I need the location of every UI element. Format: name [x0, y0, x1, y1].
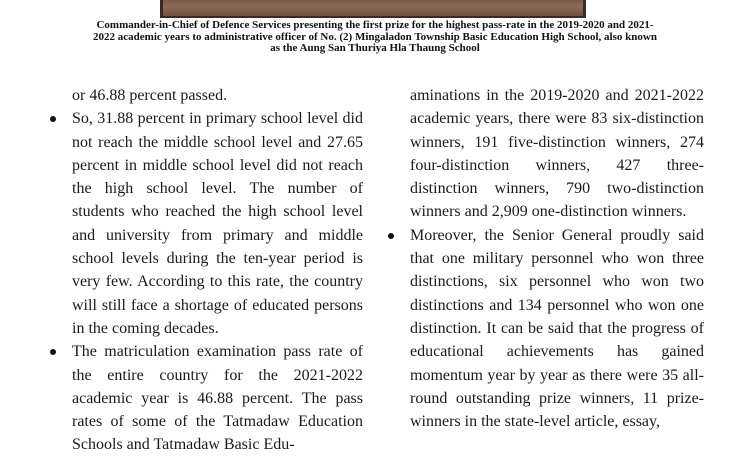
- news-photo: [160, 0, 586, 18]
- bullet-item: [50, 340, 363, 456]
- bullet-text: So, 31.88 percent in primary school level did not reach the middle school level and 27.65 percent in middle school level did not reach the high school level. The number of students who reached the high school level and university from primary and middle school levels during the ten-year period is very few. According to this rate, the country will still face a shortage of educated persons in the coming decades.: [72, 110, 363, 337]
- bullet-item: [50, 107, 363, 340]
- bullet-icon: [50, 349, 56, 355]
- bullet-text: Moreover, the Senior General proudly said that one military personnel who won three distinctions, six personnel who won two distinctions and 134 personnel who won one distinction. It can be said that the progress of educational achievements has gained momentum year by year as there were 35 all-round outstanding prize winners, 11 prize-winners in the state-level article, essay,: [410, 226, 704, 431]
- bullet-icon: [50, 116, 56, 122]
- right-column: [388, 84, 704, 433]
- left-column: [50, 84, 363, 457]
- bullet-text: The matriculation examination pass rate of the entire country for the 2021-2022 academic year is 46.88 percent. The pass rates of some of the Tatmadaw Education Schools and Tatmadaw Basic Edu-: [72, 343, 363, 454]
- bullet-icon: [388, 233, 394, 239]
- left-continuation-text: or 46.88 percent passed.: [72, 87, 228, 104]
- right-continuation-text: aminations in the 2019-2020 and 2021-2022 academic years, there were 83 six-distinction winners, 191 five-distinction winners, 274 four-distinction winners, 427 three-distinction winners, 790 two-distinction winners and 2,909 one-distinction winners.: [410, 87, 704, 221]
- photo-caption: Commander-in-Chief of Defence Services presenting the first prize for the highest pass-rate in the 2019-2020 and 2021-2022 academic years to administrative officer of No. (2) Mingaladon Township Basic Education High School, also known as the Aung San Thuriya Hla Thaung School: [93, 19, 657, 55]
- bullet-item: [388, 224, 704, 434]
